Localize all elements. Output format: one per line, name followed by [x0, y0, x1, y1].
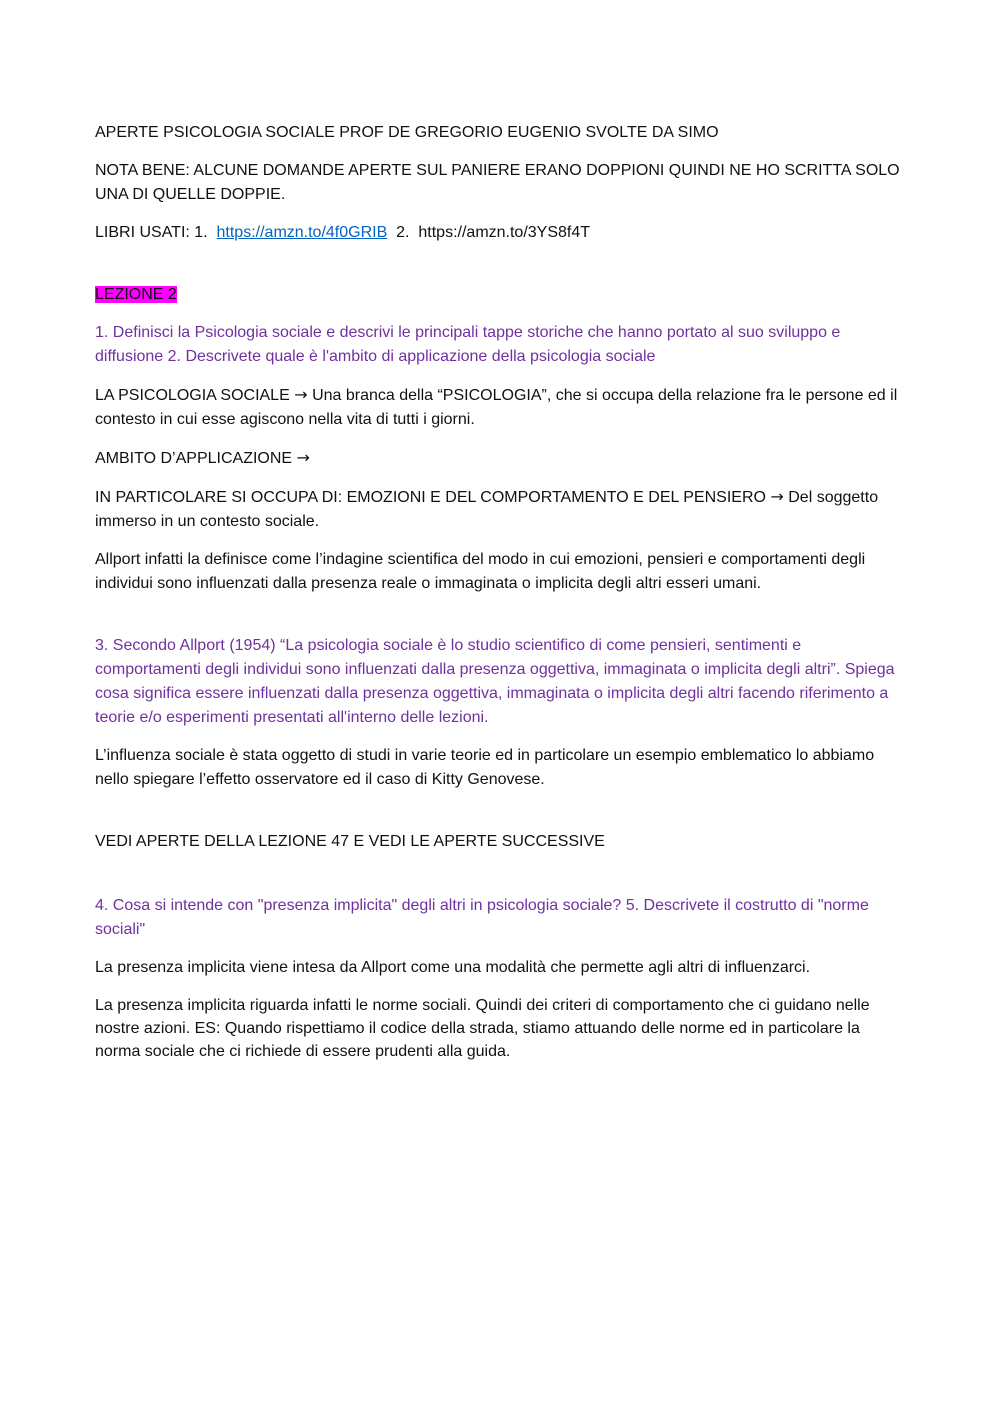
particolare-line — [95, 485, 905, 534]
answer-1-text: Una branca della “PSICOLOGIA”, che si occupa della relazione fra le persone ed il contesto in cui esse agiscono nella vita di tutti i giorni. — [95, 387, 898, 428]
vedi-note: VEDI APERTE DELLA LEZIONE 47 E VEDI LE APERTE SUCCESSIVE — [95, 833, 605, 850]
answer-4-2: La presenza implicita riguarda infatti le norme sociali. Quindi dei criteri di comportamento che ci guidano nelle nostre azioni. ES: Quando rispettiamo il codice della strada, stiamo attuando delle norme ed in particolare la norma sociale che ci richiede di essere prudenti alla guida. — [95, 997, 870, 1060]
libri-prefix: LIBRI USATI: 1. — [95, 224, 208, 241]
lezione-heading: LEZIONE 2 — [95, 286, 177, 303]
answer-4-1: La presenza implicita viene intesa da Allport come una modalità che permette agli altri di influenzarci. — [95, 959, 811, 976]
answer-1-head: LA PSICOLOGIA SOCIALE — [95, 387, 290, 404]
ambito-line — [95, 446, 905, 471]
document-title: APERTE PSICOLOGIA SOCIALE PROF DE GREGORIO EUGENIO SVOLTE DA SIMO — [95, 124, 719, 141]
question-4: 4. Cosa si intende con "presenza implicita" degli altri in psicologia sociale? 5. Descrivete il costrutto di "norme sociali" — [95, 897, 869, 938]
ambito-head: AMBITO D’APPLICAZIONE — [95, 450, 293, 467]
question-3: 3. Secondo Allport (1954) “La psicologia sociale è lo studio scientifico di come pensieri, sentimenti e comportamenti degli individui sono influenzati dalla presenza oggettiva, immaginata o implicita degli altri”. Spiega cosa significa essere influenzati dalla presenza oggettiva, immaginata o implicita degli altri facendo riferimento a teorie e/o esperimenti presentati all'interno delle lezioni. — [95, 637, 895, 726]
allport-paragraph: Allport infatti la definisce come l’indagine scientifica del modo in cui emozioni, pensieri e comportamenti degli individui sono influenzati dalla presenza reale o immaginata o implicita degli altri esseri umani. — [95, 551, 866, 592]
libri-usati — [95, 221, 905, 245]
answer-1 — [95, 383, 905, 432]
particolare-text: Del soggetto immerso in un contesto sociale. — [95, 489, 879, 530]
question-1: 1. Definisci la Psicologia sociale e descrivi le principali tappe storiche che hanno portato al suo sviluppo e diffusione 2. Descrivete quale è l'ambito di applicazione della psicologia sociale — [95, 324, 841, 365]
arrow-right-icon: → — [770, 487, 784, 506]
answer-3: L’influenza sociale è stata oggetto di studi in varie teorie ed in particolare un esempio emblematico lo abbiamo nello spiegare l’effetto osservatore ed il caso di Kitty Genovese. — [95, 747, 875, 788]
arrow-right-icon: → — [294, 385, 308, 404]
particolare-head: IN PARTICOLARE SI OCCUPA DI: EMOZIONI E DEL COMPORTAMENTO E DEL PENSIERO — [95, 489, 766, 506]
book-link-2: https://amzn.to/3YS8f4T — [418, 224, 591, 241]
book-link-1[interactable]: https://amzn.to/4f0GRIB — [216, 224, 388, 241]
arrow-right-icon: → — [296, 448, 310, 467]
nota-bene: NOTA BENE: ALCUNE DOMANDE APERTE SUL PANIERE ERANO DOPPIONI QUINDI NE HO SCRITTA SOLO UNA DI QUELLE DOPPIE. — [95, 162, 900, 203]
libri-sep: 2. — [396, 224, 410, 241]
section-heading — [95, 283, 905, 307]
document-page — [95, 121, 905, 1077]
